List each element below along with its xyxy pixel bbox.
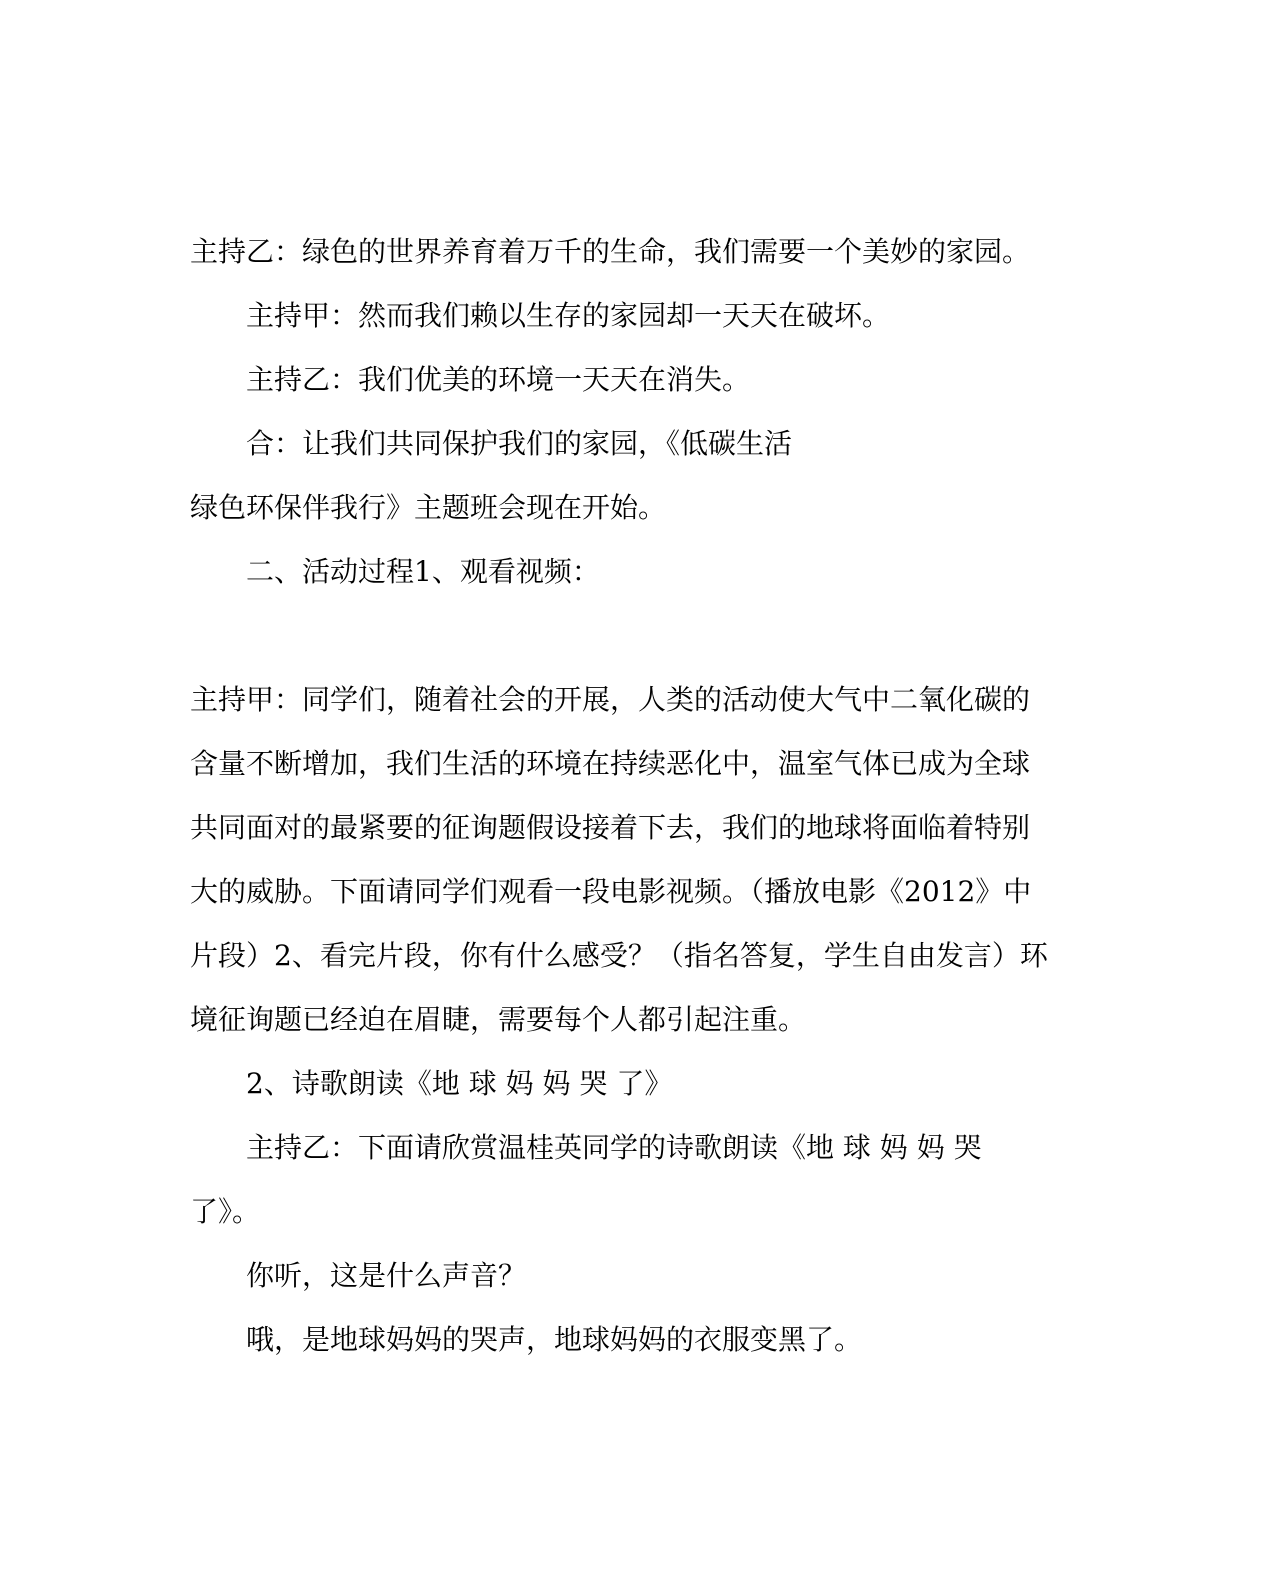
- paragraph-line: 片段）2、看完片段，你有什么感受？（指名答复，学生自由发言）环: [190, 939, 1048, 972]
- paragraph-line: 大的威胁。下面请同学们观看一段电影视频。（播放电影《2012》中: [190, 875, 1032, 908]
- paragraph-line: 主持甲：然而我们赖以生存的家园却一天天在破坏。: [246, 299, 891, 332]
- section-heading: 2、诗歌朗读《地 球 妈 妈 哭 了》: [246, 1067, 673, 1100]
- paragraph-line: 主持乙：下面请欣赏温桂英同学的诗歌朗读《地 球 妈 妈 哭: [246, 1131, 982, 1164]
- paragraph-line: 哦，是地球妈妈的哭声，地球妈妈的衣服变黑了。: [246, 1323, 863, 1356]
- paragraph-line: 主持甲：同学们，随着社会的开展，人类的活动使大气中二氧化碳的: [190, 683, 1031, 716]
- paragraph-line: 合：让我们共同保护我们的家园，《低碳生活: [246, 427, 793, 460]
- paragraph-line: 主持乙：绿色的世界养育着万千的生命，我们需要一个美妙的家园。: [190, 235, 1031, 268]
- section-heading: 二、活动过程1、观看视频：: [246, 555, 600, 588]
- paragraph-line: 主持乙：我们优美的环境一天天在消失。: [246, 363, 751, 396]
- paragraph-line: 你听，这是什么声音？: [246, 1259, 527, 1292]
- paragraph-line: 境征询题已经迫在眉睫，需要每个人都引起注重。: [190, 1003, 807, 1036]
- paragraph-line: 共同面对的最紧要的征询题假设接着下去，我们的地球将面临着特别: [190, 811, 1031, 844]
- paragraph-line: 绿色环保伴我行》主题班会现在开始。: [190, 491, 667, 524]
- paragraph-line: 了》。: [190, 1195, 261, 1228]
- paragraph-line: 含量不断增加，我们生活的环境在持续恶化中，温室气体已成为全球: [190, 747, 1031, 780]
